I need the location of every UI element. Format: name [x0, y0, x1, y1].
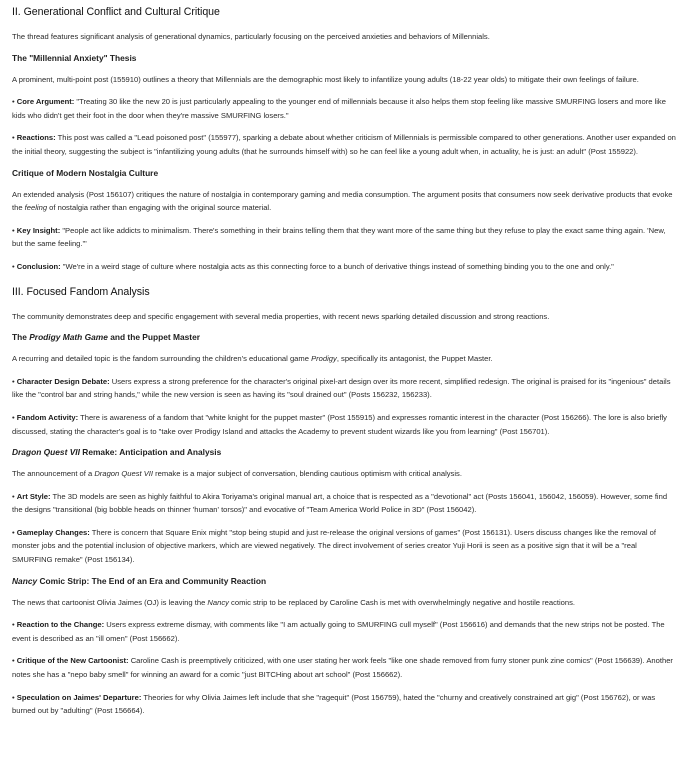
bullet-key-insight: • Key Insight: "People act like addicts to minimalism. There's something in their brains telling them that they want more of the same thing but they refuse to play the exact same thing again. 'New, but the same feeling.'": [12, 225, 666, 249]
subheading-nancy: Nancy Comic Strip: The End of an Era and Community Reaction: [12, 575, 267, 586]
bullet-label: Core Argument:: [16, 97, 75, 107]
bullet-core-argument: • Core Argument: "Treating 30 like the new 20 is just particularly appealing to the younger end of millennials because it also helps them stop feeling like massive SMURFING losers and more like kids who didn't get their foot in the door when they're massive SMURFING losers.": [12, 97, 666, 120]
bullet-conclusion: • Conclusion: "We're in a weird stage of culture where nostalgia acts as this connecting force to a bunch of derivative things instead of something binding you to the one and only.": [12, 261, 614, 271]
subheading-prodigy: The Prodigy Math Game and the Puppet Master: [12, 332, 201, 343]
subheading-nostalgia: Critique of Modern Nostalgia Culture: [12, 167, 159, 178]
section-heading-generational: II. Generational Conflict and Cultural Critique: [12, 6, 220, 18]
bullet-label: Gameplay Changes:: [16, 527, 90, 537]
bullet-text: "We're in a weird stage of culture where nostalgia acts as this connecting force to a bunch of derivative things instead of something binding you to the one and only.": [60, 261, 614, 271]
paragraph: The announcement of a Dragon Quest VII remake is a major subject of conversation, blending cautious optimism with critical analysis.: [12, 469, 462, 479]
bullet-text: There is concern that Square Enix might "stop being stupid and just re-release the original versions of games" (Post 156131). Users discuss changes like the removal of monster jobs and the potential inclusion of objective markers, which are viewed negatively. The direct involvement of series creator Yuji Horii is seen as a positive sign that it will be a "real SMURFING remake" (Post 156134).: [12, 527, 657, 565]
bullet-label: Art Style:: [16, 491, 51, 501]
bullet-label: Conclusion:: [16, 261, 61, 271]
bullet-label: Reaction to the Change:: [16, 620, 105, 630]
bullet-text: Users express a strong preference for the character's original pixel-art design over its more recent, simplified redesign. The original is praised for its "ingenious" details like the "control bar and string hands," while the new version is seen as having its "soul drained out" (Posts 156232, 156233).: [12, 376, 671, 400]
section-intro: The thread features significant analysis of generational dynamics, particularly focusing on the perceived anxieties and behaviors of Millennials.: [12, 32, 490, 41]
section-intro: The community demonstrates deep and specific engagement with several media properties, with recent news sparking detailed discussion and strong reactions.: [12, 311, 550, 321]
paragraph: The news that cartoonist Olivia Jaimes (OJ) is leaving the Nancy comic strip to be replaced by Caroline Cash is met with overwhelmingly negative and hostile reactions.: [12, 597, 576, 607]
subheading-dragon-quest: Dragon Quest VII Remake: Anticipation and Analysis: [12, 447, 222, 458]
bullet-gameplay-changes: • Gameplay Changes: There is concern that Square Enix might "stop being stupid and just re-release the original versions of games" (Post 156131). Users discuss changes like the removal of monster jobs and the potential inclusion of objective markers, which are viewed negatively. The direct involvement of series creator Yuji Horii is seen as a positive sign that it will be a "real SMURFING remake" (Post 156134).: [12, 527, 657, 565]
bullet-fandom-activity: • Fandom Activity: There is awareness of a fandom that "white knight for the puppet master" (Post 155915) and expresses romantic interest in the character (Post 156266). The lore is also briefly discussed, stating the character's goal is to "take over Prodigy Island and attacks the Academy to prevent student wizards like you from learning" (Post 156701).: [12, 412, 667, 436]
bullet-text: Theories for why Olivia Jaimes left include that she "ragequit" (Post 156759), hated the "churny and creatively constrained art gig" (Post 156762), or was burned out by "adulting" (Post 156664).: [12, 692, 656, 716]
bullet-label: Key Insight:: [16, 225, 61, 235]
paragraph: A recurring and detailed topic is the fandom surrounding the children's educational game Prodigy, specifically its antagonist, the Puppet Master.: [12, 354, 493, 364]
bullet-label: Reactions:: [16, 133, 56, 143]
section-heading-fandom: III. Focused Fandom Analysis: [12, 285, 150, 298]
bullet-text: There is awareness of a fandom that "white knight for the puppet master" (Post 155915) and expresses romantic interest in the character (Post 156266). The lore is also briefly discussed, stating the character's goal is to "take over Prodigy Island and attacks the Academy to prevent student wizards like you from learning" (Post 156701).: [12, 412, 667, 436]
bullet-reaction-change: • Reaction to the Change: Users express extreme dismay, with comments like "I am actually going to SMURFING cull myself" (Post 156616) and demands that the new strips not be posted. The event is described as an "ill omen" (Post 156662).: [12, 620, 665, 643]
bullet-critique-cartoonist: • Critique of the New Cartoonist: Caroline Cash is preemptively criticized, with one user stating her work feels "like one shade removed from furry stoner punk zine comics" (Post 156639). Another notes she has a "nepo baby smell" for winning an award for a comic "just BITCHing about art school" (Post 156662).: [12, 656, 673, 680]
bullet-text: The 3D models are seen as highly faithful to Akira Toriyama's original manual art, a choice that is respected as a "devotional" act (Posts 156041, 156042, 156059). However, some find the designs "transitional (big bobble heads on thinner 'human' torsos)" and evocative of "Team America World Police in 3D" (Post 156042).: [12, 491, 668, 515]
bullet-text: This post was called a "Lead poisoned post" (155977), sparking a debate about whether criticism of Millennials is permissible compared to other generations. Another user expanded on the initial theory, suggesting the subject is "infantilizing young adults (that he surrounds himself with) so he can feel like a young adult when, in actuality, he is just: an adult" (Post 155922).: [12, 133, 676, 156]
bullet-art-style: • Art Style: The 3D models are seen as highly faithful to Akira Toriyama's original manual art, a choice that is respected as a "devotional" act (Posts 156041, 156042, 156059). However, some find the designs "transitional (big bobble heads on thinner 'human' torsos)" and evocative of "Team America World Police in 3D" (Post 156042).: [12, 491, 668, 515]
bullet-text: "People act like addicts to minimalism. There's something in their brains telling them that they want more of the same thing but they refuse to play the exact same thing again. 'New, but the same feeling.'": [12, 225, 666, 249]
bullet-text: "Treating 30 like the new 20 is just particularly appealing to the younger end of millennials because it also helps them stop feeling like massive SMURFING losers and more like kids who didn't get their foot in the door when they're massive SMURFING losers.": [12, 97, 666, 120]
paragraph: An extended analysis (Post 156107) critiques the nature of nostalgia in contemporary gaming and media consumption. The argument posits that consumers now seek derivative products that evoke the feeling of nostalgia rather than engaging with the original source material.: [12, 189, 673, 213]
paragraph: A prominent, multi-point post (155910) outlines a theory that Millennials are the demographic most likely to infantilize young adults (18-22 year olds) to mitigate their own feelings of failure.: [12, 74, 639, 84]
bullet-text: Caroline Cash is preemptively criticized, with one user stating her work feels "like one shade removed from furry stoner punk zine comics" (Post 156639). Another notes she has a "nepo baby smell" for winning an award for a comic "just BITCHing about art school" (Post 156662).: [12, 656, 673, 680]
bullet-label: Critique of the New Cartoonist:: [16, 656, 129, 666]
bullet-label: Character Design Debate:: [16, 376, 110, 386]
bullet-speculation: • Speculation on Jaimes' Departure: Theories for why Olivia Jaimes left include that she "ragequit" (Post 156759), hated the "churny and creatively constrained art gig" (Post 156762), or was burned out by "adulting" (Post 156664).: [12, 692, 656, 716]
bullet-character-design: • Character Design Debate: Users express a strong preference for the character's original pixel-art design over its more recent, simplified redesign. The original is praised for its "ingenious" details like the "control bar and string hands," while the new version is seen as having its "soul drained out" (Posts 156232, 156233).: [12, 376, 671, 400]
subheading-millennial-anxiety: The "Millennial Anxiety" Thesis: [12, 52, 137, 63]
bullet-text: Users express extreme dismay, with comments like "I am actually going to SMURFING cull myself" (Post 156616) and demands that the new strips not be posted. The event is described as an "ill omen" (Post 156662).: [12, 620, 665, 643]
bullet-reactions: • Reactions: This post was called a "Lead poisoned post" (155977), sparking a debate about whether criticism of Millennials is permissible compared to other generations. Another user expanded on the initial theory, suggesting the subject is "infantilizing young adults (that he surrounds himself with) so he can feel like a young adult when, in actuality, he is just: an adult" (Post 155922).: [12, 133, 676, 156]
bullet-label: Speculation on Jaimes' Departure:: [16, 692, 142, 702]
bullet-label: Fandom Activity:: [16, 412, 79, 422]
